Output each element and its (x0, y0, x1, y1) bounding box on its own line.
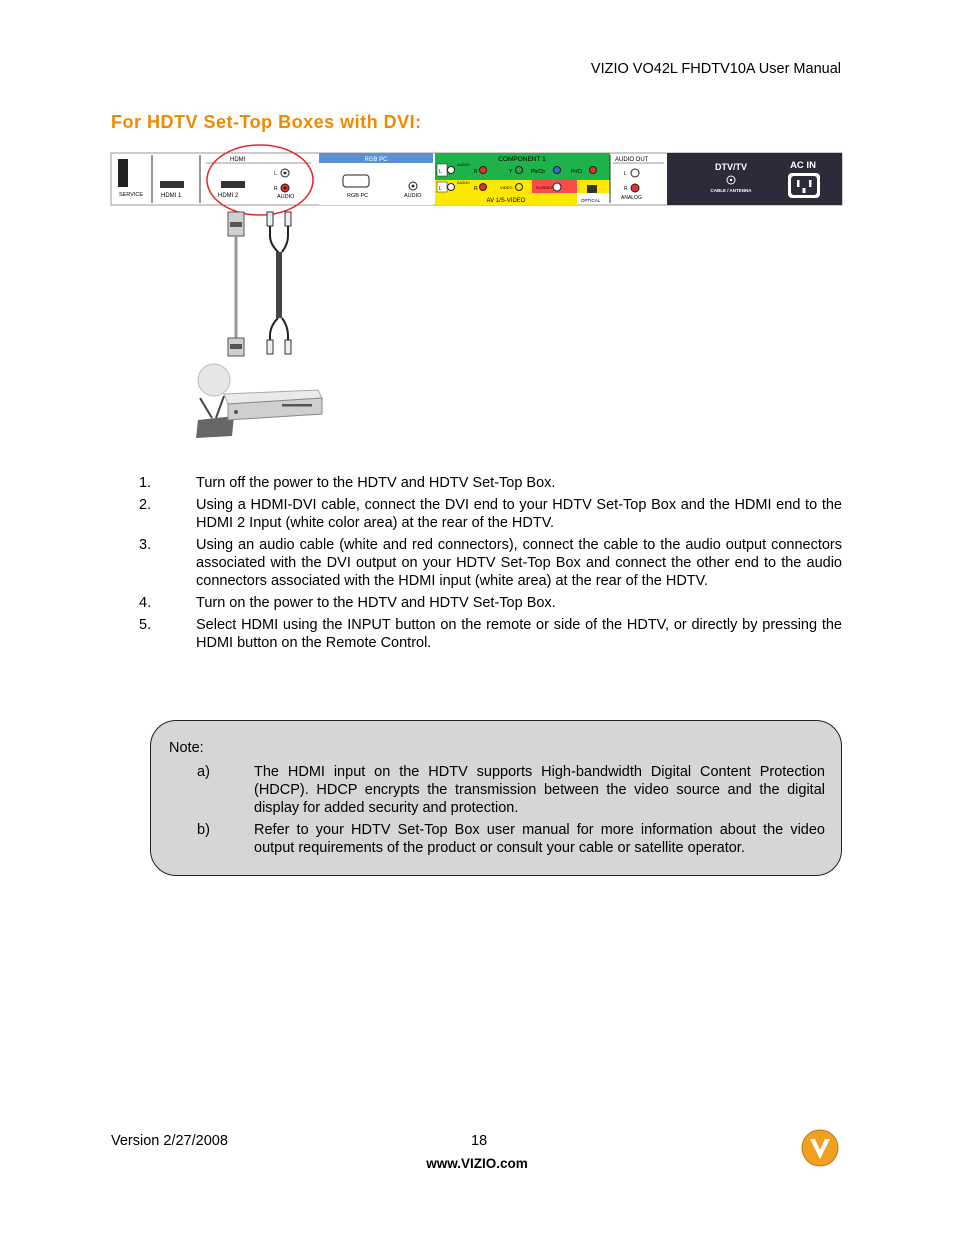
hdmi-r-label: R (274, 186, 278, 192)
step-text: Using an audio cable (white and red connectors), connect the cable to the audio output connectors associated with the DVI output on your HDTV Set-Top Box and connect the other end to the audio connectors associated with the HDMI input (white area) at the rear of the HDTV. (196, 537, 842, 589)
list-item (139, 536, 842, 590)
note-item-text: The HDMI input on the HDTV supports High-bandwidth Digital Content Protection (HDCP). HDCP encrypts the transmission between the video source and the digital display for added security and protection. (254, 764, 825, 816)
comp-svideo-label: S-VIDEO (536, 185, 553, 190)
list-item (139, 496, 842, 532)
list-item (197, 821, 825, 857)
hdmi2-port (221, 181, 245, 188)
service-port (118, 159, 128, 187)
hdmi-group-label: HDMI (230, 157, 246, 163)
footer-version: Version 2/27/2008 (111, 1133, 228, 1149)
optical-port (587, 185, 597, 193)
dtv-sub: CABLE / ANTENNA (710, 188, 752, 193)
audio-out-r-jack (631, 184, 639, 192)
list-item (139, 616, 842, 652)
analog-label: ANALOG (621, 195, 642, 201)
step-text: Select HDMI using the INPUT button on the remote or side of the HDTV, or directly by pressing the HDMI button on the Remote Control. (196, 617, 842, 651)
step-text: Using a HDMI-DVI cable, connect the DVI end to your HDTV Set-Top Box and the HDMI end to the HDMI 2 Input (white color area) at the rear of the HDTV. (196, 497, 842, 531)
hdmi-audio-label: AUDIO (277, 194, 295, 200)
rgb-pc-label: RGB PC (347, 193, 369, 199)
footer-url: www.VIZIO.com (426, 1156, 528, 1171)
hdmi1-port (160, 181, 184, 188)
section-title: For HDTV Set-Top Boxes with DVI: (111, 112, 422, 132)
hdmi2-label: HDMI 2 (218, 193, 239, 199)
note-label: Note: (169, 740, 204, 756)
step-number: 2. (139, 497, 152, 513)
ao-r-label: R (624, 186, 628, 192)
hdmi-l-label: L (274, 171, 277, 177)
comp-l-label: L (439, 169, 442, 175)
av-r-label: R (474, 186, 478, 192)
av-l-label: L (439, 186, 442, 192)
note-item-text: Refer to your HDTV Set-Top Box user manual for more information about the video output requirements of the product or consult your cable or satellite operator. (254, 822, 825, 856)
list-item (139, 594, 842, 612)
ao-l-label: L (624, 171, 627, 177)
step-number: 1. (139, 475, 152, 491)
note-item-letter: b) (197, 822, 210, 838)
audio-cable-icon (276, 252, 282, 318)
dtv-title: DTV/TV (714, 162, 748, 172)
step-number: 5. (139, 617, 152, 633)
list-item (139, 474, 842, 492)
comp-audio1-label: AUDIO (457, 162, 470, 167)
comp-audio2-label: AUDIO (457, 180, 470, 185)
comp-pr-label: Pr/Cr (571, 169, 583, 175)
page-header: VIZIO VO42L FHDTV10A User Manual (590, 61, 841, 77)
step-number: 3. (139, 537, 152, 553)
satellite-dish-icon (198, 364, 230, 396)
rgb-pc-title: RGB PC (364, 157, 388, 163)
instruction-steps (139, 474, 842, 656)
list-item (197, 763, 825, 817)
vizio-logo-icon (801, 1129, 839, 1167)
note-items (197, 763, 825, 861)
av-title: AV 1/S-VIDEO (486, 198, 526, 204)
comp-video-label: VIDEO (500, 185, 513, 190)
component-title: COMPONENT 1 (498, 156, 546, 163)
comp-pb-label: Pb/Cb (531, 169, 545, 175)
audio-out-title: AUDIO OUT (615, 157, 649, 163)
rear-panel-diagram (111, 153, 842, 205)
audio-out-l-jack (631, 169, 639, 177)
step-text: Turn off the power to the HDTV and HDTV Set-Top Box. (196, 475, 556, 491)
note-box (150, 720, 842, 876)
page-number: 18 (471, 1133, 488, 1149)
comp-y-label: Y (509, 169, 513, 175)
step-text: Turn on the power to the HDTV and HDTV Set-Top Box. (196, 595, 556, 611)
note-item-letter: a) (197, 764, 210, 780)
ac-in-title: AC IN (790, 160, 816, 171)
optical-label: OPTICAL (581, 198, 601, 203)
cable-illustration (190, 208, 330, 448)
step-number: 4. (139, 595, 152, 611)
service-label: SERVICE (118, 192, 144, 198)
rgb-audio-label: AUDIO (404, 193, 422, 199)
hdmi1-label: HDMI 1 (161, 193, 182, 199)
comp-r-label: R (474, 169, 478, 175)
vga-port (343, 175, 369, 187)
